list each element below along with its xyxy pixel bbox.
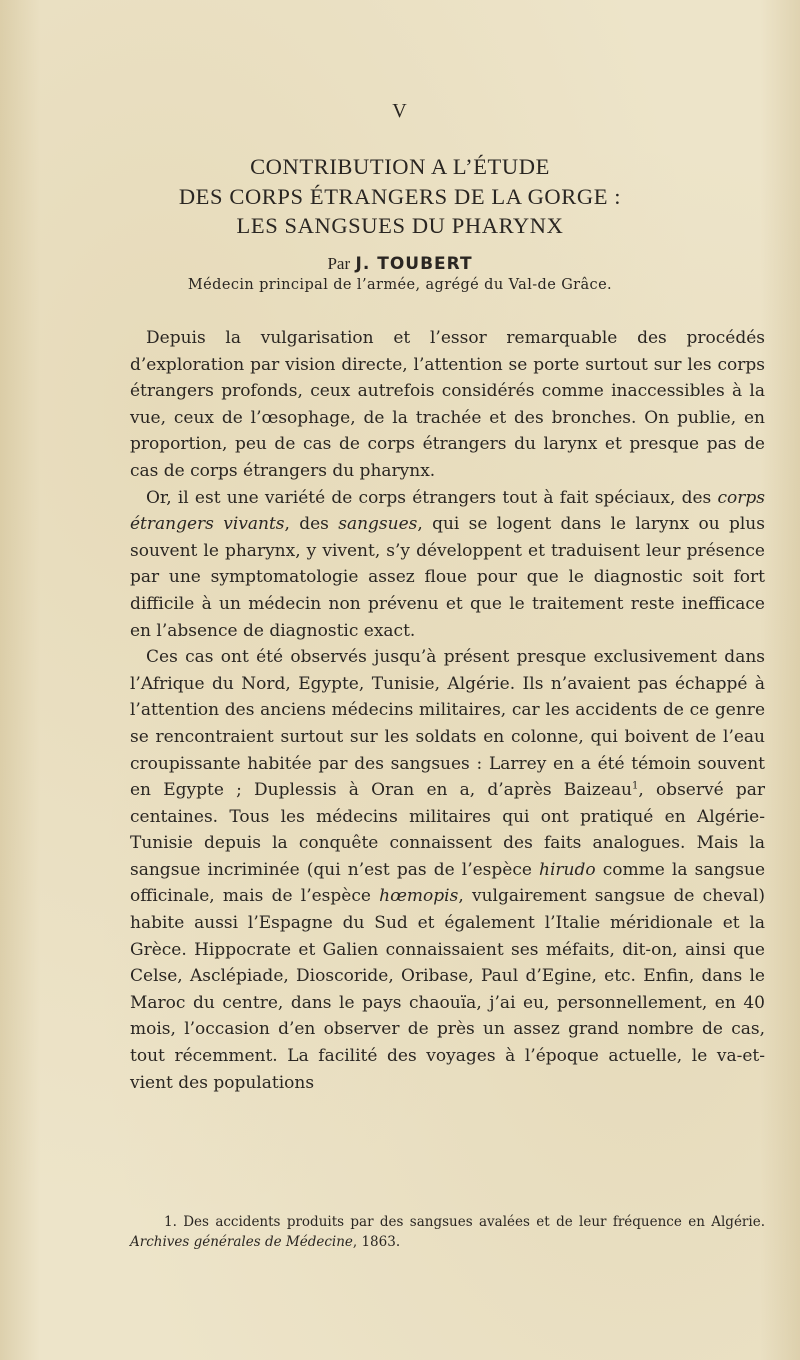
journal-title: Archives générales de Médecine [130,1234,353,1250]
emphasis: sangsues [338,514,418,535]
chapter-number: V [392,100,408,122]
byline [0,254,800,274]
paragraph-1: Depuis la vulgarisation et l’essor remarquable des procédés d’exploration par vision directe, l’attention se porte surtout sur les corps étrangers profonds, ceux autrefois considérés comme inaccessibles à la vue, ceux de l’œsophage, de la trachée et des bronches. On publie, en proportion, peu de cas de corps étrangers du larynx et presque pas de cas de corps étrangers du pharynx. [130,328,765,481]
article-body [130,325,765,1096]
footnote: 1. Des accidents produits par des sangsues avalées et de leur fréquence en Algérie. Archives générales de Médecine, 1863. [130,1214,765,1250]
title-line: LES SANGSUES DU PHARYNX [236,213,564,238]
paragraph-2: Or, il est une variété de corps étrangers tout à fait spéciaux, des corps étrangers vivants, des sangsues, qui se logent dans le larynx ou plus souvent le pharynx, y vivent, s’y développent et traduisent leur présence par une symptomatologie assez floue pour que le diagnostic soit fort difficile à un médecin non prévenu et que le traitement reste inefficace en l’absence de diagnostic exact. [130,487,765,641]
paragraph-3: Ces cas ont été observés jusqu’à présent presque exclusivement dans l’Afrique du Nord, Egypte, Tunisie, Algérie. Ils n’avaient pas échappé à l’attention des anciens médecins militaires, car les accidents de ce genre se rencontraient surtout sur les soldats en colonne, qui boivent de l’eau croupissante habitée par des sangsues : Larrey en a été témoin souvent en Egypte ; Duplessis à Oran en a, d’après Baizeau$^1$, observé par centaines. Tous les médecins militaires qui ont pratiqué en Algérie-Tunisie depuis la conquête connaissent des faits analogues. Mais la sangsue incriminée (qui n’est pas de l’espèce hirudo comme la sangsue officinale, mais de l’espèce hœmopis, vulgairement sangsue de cheval) habite aussi l’Espagne du Sud et également l’Italie méridionale et la Grèce. Hippocrate et Galien connaissaient ses méfaits, dit-on, ainsi que Celse, Asclépiade, Dioscoride, Oribase, Paul d’Egine, etc. Enfin, dans le Maroc du centre, dans le pays chaouïa, j’ai eu, personnellement, en 40 mois, l’occasion d’en observer de près un assez grand nombre de cas, tout récemment. La facilité des voyages à l’époque actuelle, le va-et-vient des populations [130,647,766,1093]
byline-prefix: Par [327,254,351,273]
author-name: J. TOUBERT [355,254,473,274]
emphasis: corps étrangers vivants [130,487,765,535]
article-title [130,152,670,241]
emphasis: hœmopis [379,886,459,907]
title-line: DES CORPS ÉTRANGERS DE LA GORGE : [178,183,622,209]
title-line: CONTRIBUTION A L’ÉTUDE [250,154,550,179]
author-affiliation: Médecin principal de l’armée, agrégé du Val-de Grâce. [187,277,613,293]
footnote-ref: 1 [631,780,639,792]
emphasis: hirudo [539,859,596,880]
